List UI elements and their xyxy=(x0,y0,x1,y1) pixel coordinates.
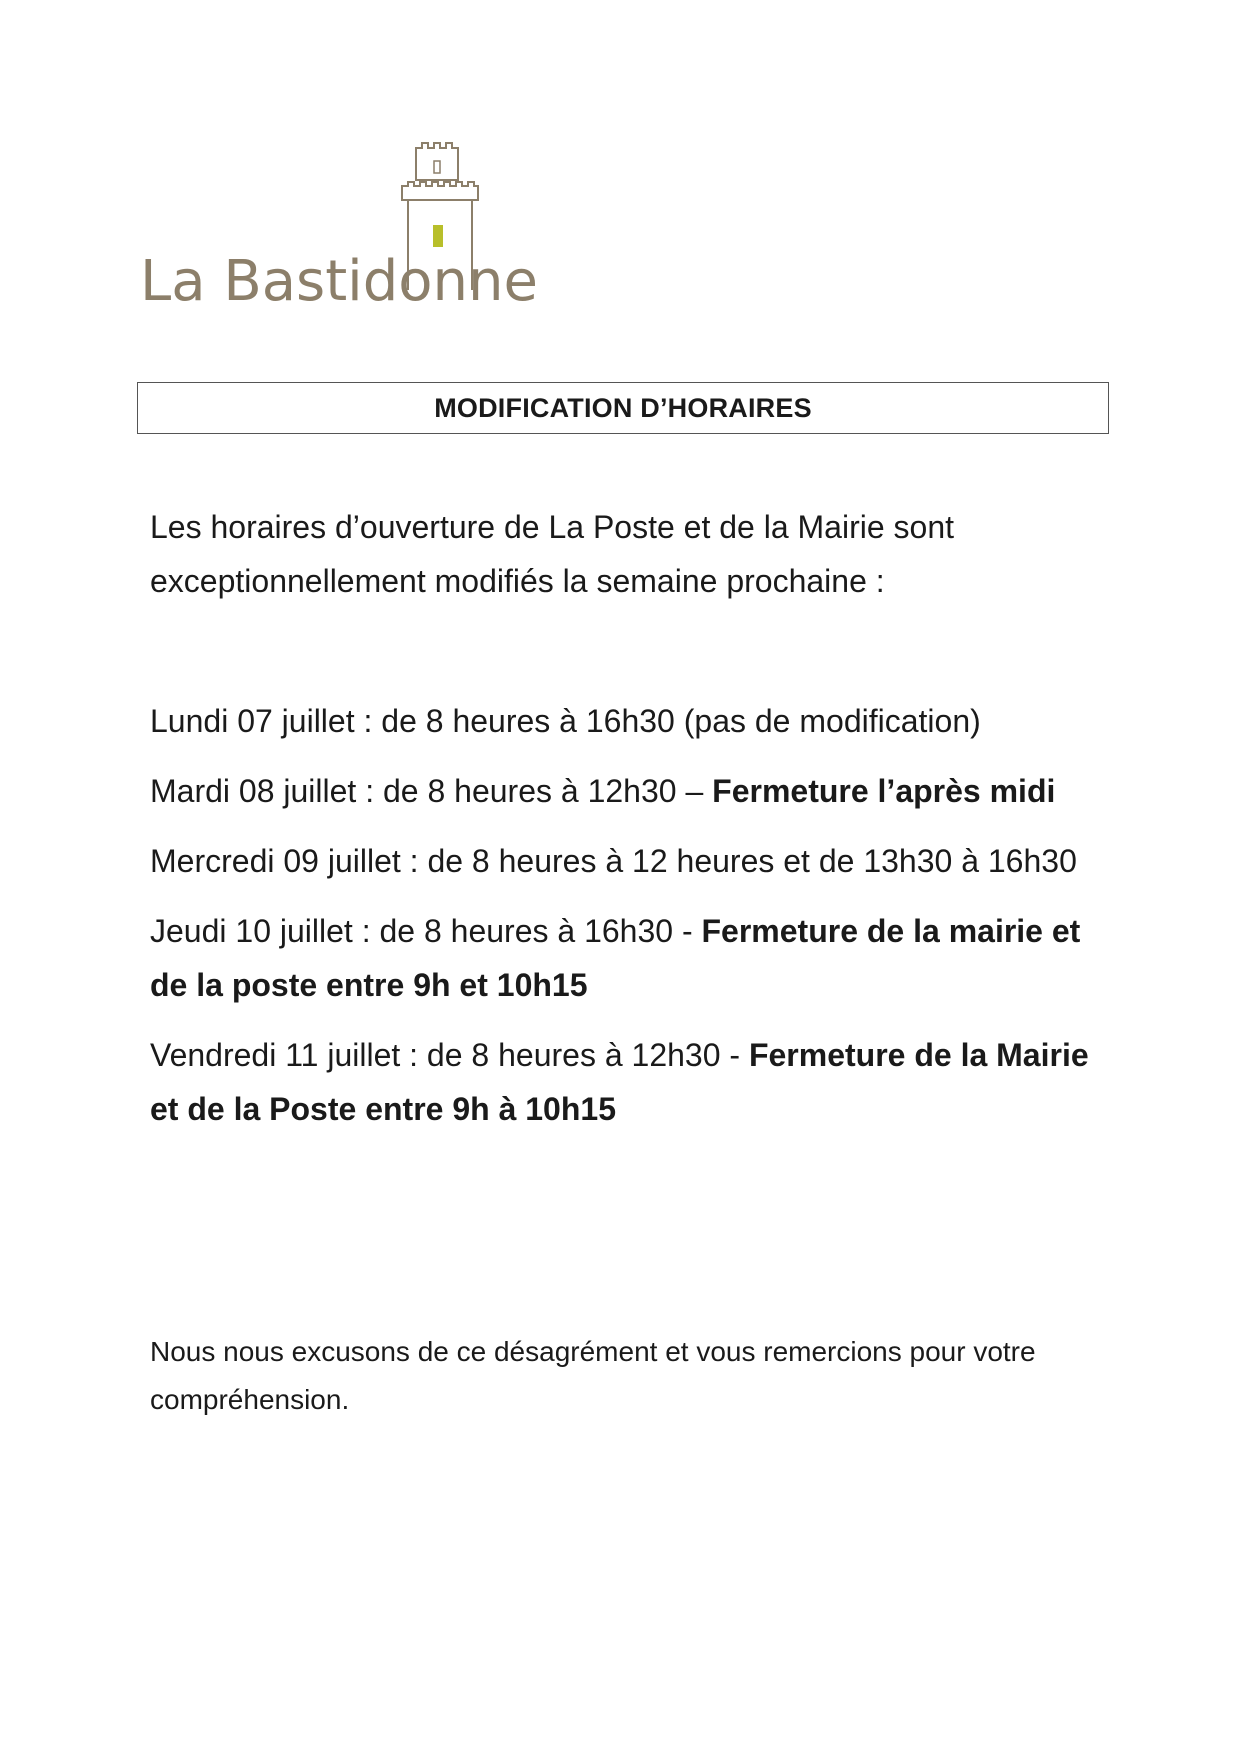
logo-text: La Bastidonne xyxy=(140,249,538,314)
schedule-item-friday: Vendredi 11 juillet : de 8 heures à 12h30 - Fermeture de la Mairie et de la Poste entre 9h à 10h15 xyxy=(150,1037,1089,1127)
intro-text: Les horaires d’ouverture de La Poste et de la Mairie sont exceptionnellement modifiés la semaine prochaine : xyxy=(150,509,955,599)
tower-icon xyxy=(140,140,540,320)
la-bastidonne-logo xyxy=(140,140,540,320)
closing-text: Nous nous excusons de ce désagrément et vous remercions pour votre compréhension. xyxy=(150,1336,1036,1415)
schedule-item-tuesday: Mardi 08 juillet : de 8 heures à 12h30 – Fermeture l’après midi xyxy=(150,773,1056,809)
schedule-item-wednesday: Mercredi 09 juillet : de 8 heures à 12 heures et de 13h30 à 16h30 xyxy=(150,843,1077,879)
page-title: MODIFICATION D’HORAIRES xyxy=(434,392,812,423)
schedule-item-thursday: Jeudi 10 juillet : de 8 heures à 16h30 - Fermeture de la mairie et de la poste entre 9h et 10h15 xyxy=(150,913,1081,1003)
schedule-item-monday: Lundi 07 juillet : de 8 heures à 16h30 (pas de modification) xyxy=(150,703,981,739)
title-box xyxy=(137,382,1109,434)
schedule-list xyxy=(150,694,1110,1152)
